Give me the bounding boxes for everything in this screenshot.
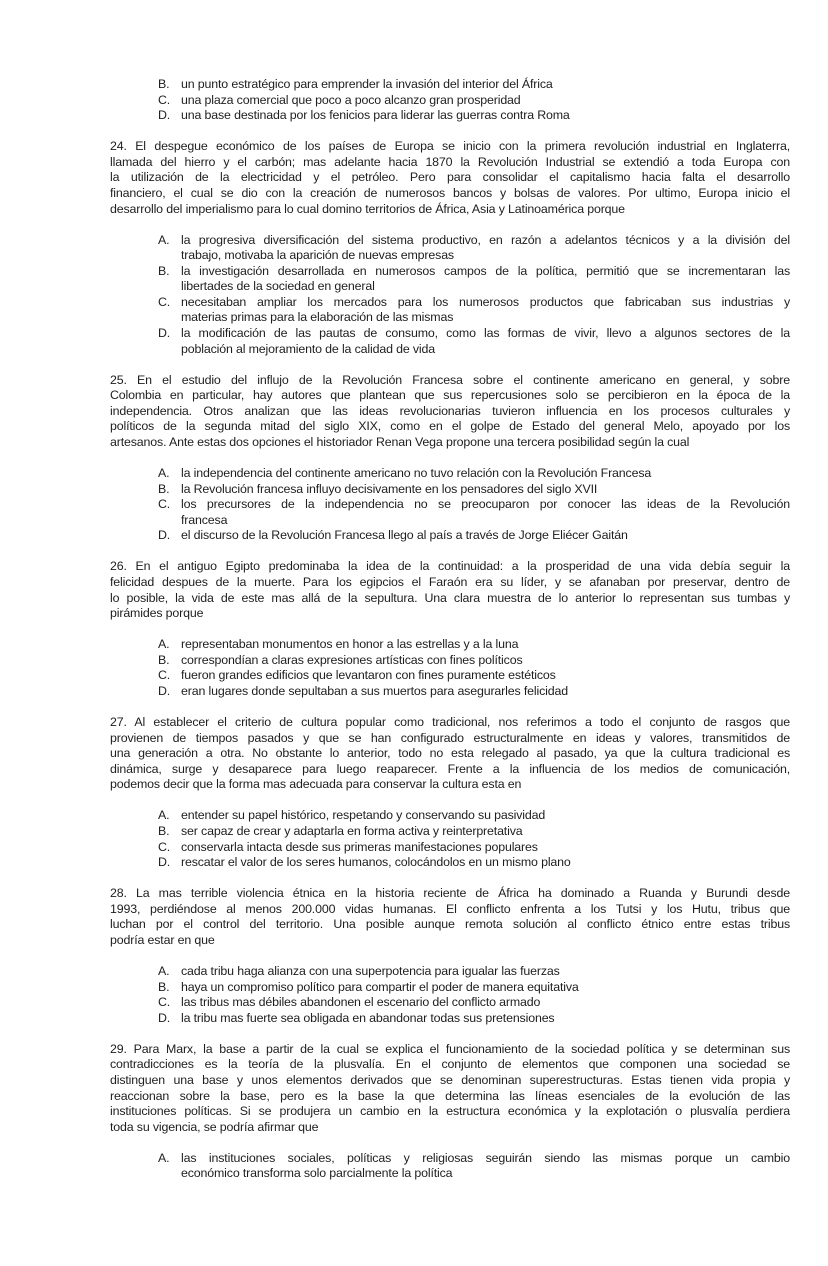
text-line: pirámides porque xyxy=(110,606,204,621)
option-letter: C. xyxy=(158,294,171,309)
text-line: los precursores de la independencia no se preocuparon por conocer las ideas de la Revolución xyxy=(181,497,790,512)
answer-option xyxy=(110,684,790,700)
option-letter: C. xyxy=(158,497,171,512)
text-line: una base destinada por los fenicios para liderar las guerras contra Roma xyxy=(181,108,570,123)
question xyxy=(110,139,790,357)
option-letter: B. xyxy=(158,77,170,91)
option-letter: B. xyxy=(158,979,170,994)
text-line: 27. Al establecer el criterio de cultura popular como tradicional, nos referimos a todo el conjunto de rasgos que xyxy=(110,715,790,730)
text-line: conservarla intacta desde sus primeras manifestaciones populares xyxy=(181,839,538,854)
option-letter: B. xyxy=(158,481,170,496)
text-line: luchan por el control del territorio. Una posible aunque remota solución al conflicto étnico entre estas tribus xyxy=(110,917,790,932)
text-line: la tribu mas fuerte sea obligada en abandonar todas sus pretensiones xyxy=(181,1010,555,1025)
answer-option xyxy=(110,824,790,840)
text-line: reaccionan sobre la base, pero es la base la que determina las líneas esenciales de la evolución de las xyxy=(110,1088,790,1103)
text-line: instituciones políticas. Si se produjera un cambio en la estructura económica y la explotación o plusvalía perdiera xyxy=(110,1104,790,1119)
text-line: distinguen una base y unos elementos derivados que se denominan superestructuras. Estas tienen vida propia y xyxy=(110,1073,790,1087)
text-line: dinámica, surge y desaparece para luego reaparecer. Frente a la influencia de los medios de comunicación, xyxy=(110,761,790,776)
answer-option xyxy=(110,528,790,544)
text-line: la utilización de la electricidad y el petróleo. Pero para consolidar el capitalismo hacia falta el desarrollo xyxy=(110,170,790,185)
question xyxy=(110,373,790,544)
option-letter: A. xyxy=(158,964,170,979)
answer-options xyxy=(110,466,790,544)
question xyxy=(110,715,790,871)
option-letter: D. xyxy=(158,528,171,543)
option-letter: C. xyxy=(158,995,171,1010)
answer-option xyxy=(110,653,790,669)
text-line: contradicciones es la teoría de la plusvalía. En el conjunto de elementos que componen una sociedad se xyxy=(110,1057,790,1072)
question xyxy=(110,1042,790,1182)
text-line: toda su vigencia, se podría afirmar que xyxy=(110,1119,319,1134)
text-line: desarrollo del imperialismo para lo cual domino territorios de África, Asia y Latinoamérica porque xyxy=(110,201,625,216)
text-line: las instituciones sociales, políticas y religiosas seguirán siendo las mismas porque un cambio xyxy=(181,1150,790,1165)
answer-options xyxy=(110,808,790,870)
question xyxy=(110,559,790,699)
option-letter: D. xyxy=(158,1010,171,1025)
text-line: ser capaz de crear y adaptarla en forma activa y reinterpretativa xyxy=(181,824,523,838)
text-line: llamada del hierro y el carbón; mas adelante hacia 1870 la Revolución Industrial se extendió a toda Europa con xyxy=(110,154,790,169)
text-line: 29. Para Marx, la base a partir de la cual se explica el funcionamiento de la sociedad política y se determinan sus xyxy=(110,1041,790,1056)
text-line: representaban monumentos en honor a las estrellas y a la luna xyxy=(181,637,519,652)
text-line: una generación a otra. No obstante lo anterior, todo no esta relegado al pasado, ya que la cultura tradicional es xyxy=(110,746,790,761)
answer-option xyxy=(110,964,790,980)
option-letter: A. xyxy=(158,808,170,823)
text-line: libertades de la sociedad en general xyxy=(181,279,375,294)
question-stem xyxy=(110,886,790,948)
question-stem xyxy=(110,373,790,451)
option-letter: B. xyxy=(158,652,170,667)
answer-option xyxy=(110,326,790,357)
answer-option xyxy=(110,466,790,482)
question xyxy=(110,886,790,1026)
question-stem xyxy=(110,139,790,217)
text-line: podría estar en que xyxy=(110,932,215,947)
text-line: felicidad despues de la muerte. Para los egipcios el Faraón era su líder, y se afanaban por preservar, dentro de xyxy=(110,575,790,589)
text-line: necesitaban ampliar los mercados para los numerosos productos que fabricaban sus industrias y xyxy=(181,294,790,309)
option-letter: A. xyxy=(158,466,170,481)
answer-options xyxy=(110,964,790,1026)
option-letter: D. xyxy=(158,855,171,870)
option-letter: A. xyxy=(158,1150,170,1165)
text-line: podemos decir que la forma mas adecuada para conservar la cultura esta en xyxy=(110,777,522,792)
answer-option xyxy=(110,482,790,498)
text-line: financiero, el cual se dio con la creación de numerosos bancos y bolsas de valores. Por ultimo, Europa inicio el xyxy=(110,185,790,200)
text-line: trabajo, motivaba la aparición de nuevas empresas xyxy=(181,248,454,263)
option-letter: A. xyxy=(158,637,170,652)
option-letter: D. xyxy=(158,326,171,340)
option-letter: D. xyxy=(158,683,171,698)
text-line: población al mejoramiento de la calidad de vida xyxy=(181,341,436,356)
text-line: provienen de tiempos pasados y que se han configurado estructuralmente en ideas y valores, transmitidos de xyxy=(110,730,790,745)
option-letter: C. xyxy=(158,92,171,107)
answer-option xyxy=(110,108,790,124)
answer-option xyxy=(110,980,790,996)
option-letter: D. xyxy=(158,108,171,123)
text-line: entender su papel histórico, respetando y conservando su pasividad xyxy=(181,808,546,823)
text-line: la progresiva diversificación del sistema productivo, en razón a adelantos técnicos y a la división del xyxy=(181,232,790,247)
text-line: la Revolución francesa influyo decisivamente en los pensadores del siglo XVII xyxy=(181,481,598,496)
question-stem xyxy=(110,1042,790,1135)
answer-option xyxy=(110,233,790,264)
text-line: artesanos. Ante estas dos opciones el historiador Renan Vega propone una tercera posibilidad según la cual xyxy=(110,434,690,449)
answer-option xyxy=(110,295,790,326)
answer-option xyxy=(110,93,790,109)
text-line: lo posible, la vida de este mas allá de la sepultura. Una clara muestra de lo anterior lo representan sus tumbas y xyxy=(110,590,790,605)
text-line: 1993, perdiéndose al menos 200.000 vidas humanas. El conflicto enfrenta a los Tutsi y los Hutu, tribus que xyxy=(110,901,790,916)
text-line: Colombia en particular, hay autores que plantean que sus repercusiones solo se percibieron en la época de la xyxy=(110,388,790,403)
answer-option xyxy=(110,668,790,684)
text-line: cada tribu haga alianza con una superpotencia para igualar las fuerzas xyxy=(181,964,560,979)
text-line: 24. El despegue económico de los países de Europa se inicio con la primera revolución industrial en Inglaterra, xyxy=(110,139,790,154)
text-line: rescatar el valor de los seres humanos, colocándolos en un mismo plano xyxy=(181,855,571,870)
text-line: políticos de la segunda mitad del siglo XIX, como en el golpe de Estado del general Melo, apoyado por los xyxy=(110,419,790,434)
answer-option xyxy=(110,637,790,653)
answer-option xyxy=(110,1011,790,1027)
answer-option xyxy=(110,995,790,1011)
text-line: 28. La mas terrible violencia étnica en la historia reciente de África ha dominado a Ruanda y Burundi desde xyxy=(110,886,790,901)
text-line: francesa xyxy=(181,512,228,527)
option-letter: B. xyxy=(158,263,170,278)
text-line: económico transforma solo parcialmente la política xyxy=(181,1166,453,1181)
answer-options xyxy=(110,77,790,124)
text-line: 25. En el estudio del influjo de la Revolución Francesa sobre el continente americano en general, y sobre xyxy=(110,372,790,387)
option-letter: B. xyxy=(158,824,170,838)
text-line: haya un compromiso político para compartir el poder de manera equitativa xyxy=(181,979,579,994)
text-line: el discurso de la Revolución Francesa llego al país a través de Jorge Eliécer Gaitán xyxy=(181,528,628,543)
question-stem xyxy=(110,715,790,793)
answer-option xyxy=(110,77,790,93)
answer-option xyxy=(110,808,790,824)
option-letter: C. xyxy=(158,668,171,683)
text-line: la independencia del continente americano no tuvo relación con la Revolución Francesa xyxy=(181,466,652,481)
answer-option xyxy=(110,264,790,295)
option-letter: A. xyxy=(158,232,170,247)
text-line: fueron grandes edificios que levantaron con fines puramente estéticos xyxy=(181,668,556,683)
answer-option xyxy=(110,840,790,856)
answer-options xyxy=(110,637,790,699)
answer-option xyxy=(110,1151,790,1182)
text-line: 26. En el antiguo Egipto predominaba la idea de la continuidad: a la prosperidad de una vida debía seguir la xyxy=(110,559,790,574)
text-line: la investigación desarrollada en numerosos campos de la política, permitió que se incrementaran las xyxy=(181,263,790,278)
answer-options xyxy=(110,233,790,358)
text-line: un punto estratégico para emprender la invasión del interior del África xyxy=(181,77,553,91)
text-line: la modificación de las pautas de consumo, como las formas de vivir, llevo a algunos sectores de la xyxy=(181,326,790,340)
document-page xyxy=(110,77,790,1198)
text-line: una plaza comercial que poco a poco alcanzo gran prosperidad xyxy=(181,92,521,107)
option-letter: C. xyxy=(158,839,171,854)
text-line: las tribus mas débiles abandonen el escenario del conflicto armado xyxy=(181,995,541,1010)
text-line: independencia. Otros analizan que las ideas revolucionarias tuvieron influencia en los procesos culturales y xyxy=(110,403,790,418)
answer-options xyxy=(110,1151,790,1182)
answer-option xyxy=(110,855,790,871)
text-line: eran lugares donde sepultaban a sus muertos para asegurarles felicidad xyxy=(181,683,568,698)
question-stem xyxy=(110,559,790,621)
text-line: materias primas para la elaboración de las mismas xyxy=(181,310,454,325)
answer-option xyxy=(110,497,790,528)
text-line: correspondían a claras expresiones artísticas con fines políticos xyxy=(181,652,523,667)
